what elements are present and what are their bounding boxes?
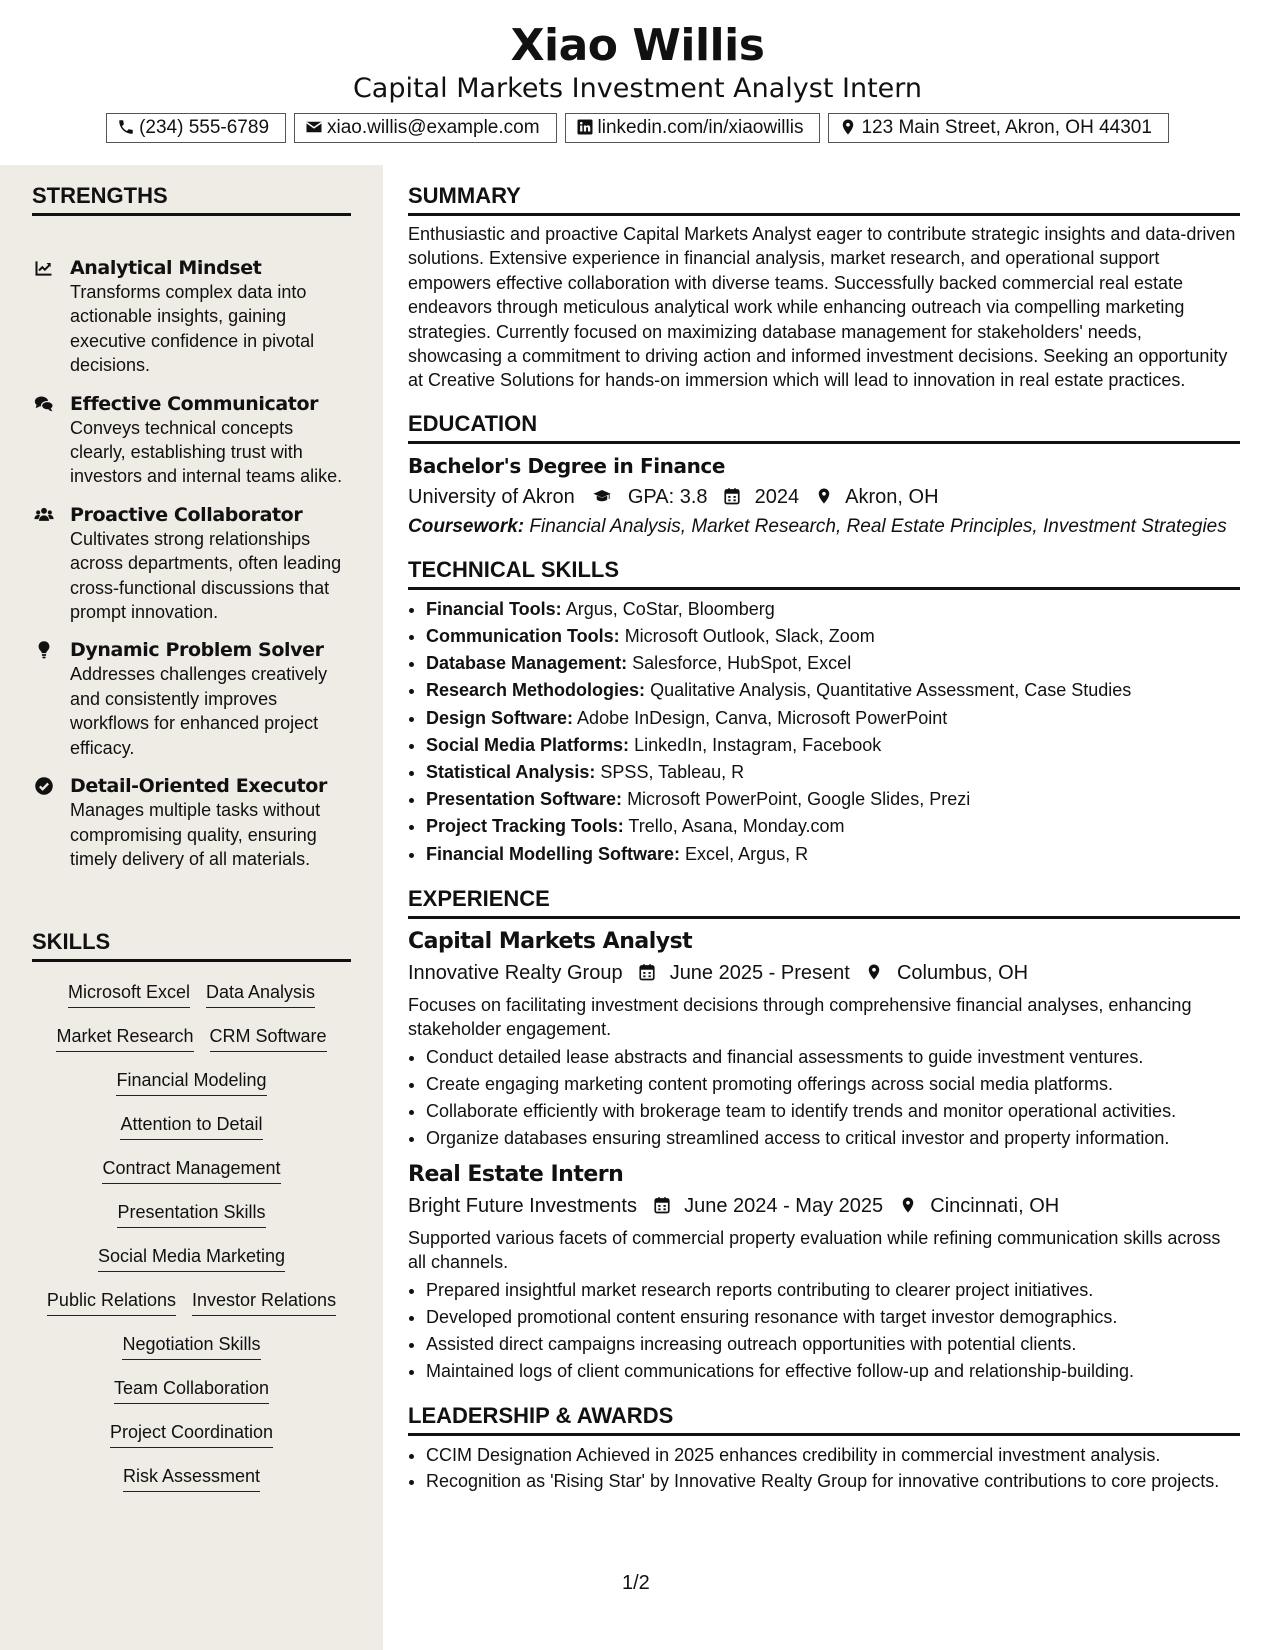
job-title: Real Estate Intern	[408, 1161, 624, 1187]
list-item: • Collaborate efficiently with brokerage team to identify trends and monitor operational activities.	[426, 1098, 1240, 1125]
strength-title: Analytical Mindset	[70, 257, 262, 279]
contact-email-text: xiao.willis@example.com	[327, 117, 540, 138]
list-item	[426, 705, 1240, 732]
envelope-icon	[305, 118, 323, 136]
users-icon	[34, 505, 54, 525]
strength-item	[32, 503, 351, 625]
contact-linkedin[interactable]	[565, 113, 821, 143]
skill-tag: Attention to Detail	[120, 1112, 262, 1140]
tech-skill-label: Financial Tools:	[426, 598, 562, 619]
tech-skill-label: Project Tracking Tools:	[426, 816, 624, 837]
contact-email[interactable]	[294, 113, 557, 143]
main-column	[408, 165, 1240, 1493]
education-heading: EDUCATION	[408, 411, 1240, 444]
calendar-icon	[638, 963, 656, 981]
linkedin-icon	[576, 118, 594, 136]
school-name: University of Akron	[408, 485, 575, 508]
candidate-name: Xiao Willis	[510, 20, 765, 71]
skill-tag: Risk Assessment	[123, 1464, 260, 1492]
leadership-list	[408, 1442, 1240, 1493]
tech-skill-label: Financial Modelling Software:	[426, 843, 681, 864]
job-location: Cincinnati, OH	[930, 1194, 1060, 1217]
skill-tag: Negotiation Skills	[122, 1332, 260, 1360]
tech-skill-value: SPSS, Tableau, R	[600, 762, 745, 783]
skill-tag: Financial Modeling	[116, 1068, 266, 1096]
company-name: Bright Future Investments	[408, 1194, 637, 1217]
school-location: Akron, OH	[845, 485, 939, 508]
skill-tag: Investor Relations	[192, 1288, 336, 1316]
strength-item	[32, 774, 351, 871]
map-marker-icon	[839, 118, 857, 136]
list-item	[426, 813, 1240, 840]
calendar-icon	[723, 487, 741, 505]
technical-skills-heading: TECHNICAL SKILLS	[408, 557, 1240, 590]
list-item	[426, 677, 1240, 704]
strength-title: Proactive Collaborator	[70, 503, 303, 526]
phone-icon	[117, 118, 135, 136]
education-meta	[408, 486, 1240, 509]
tech-skill-value: LinkedIn, Instagram, Facebook	[634, 734, 882, 755]
list-item: • Assisted direct campaigns increasing outreach opportunities with potential clients.	[426, 1331, 1240, 1358]
tech-skill-label: Statistical Analysis:	[426, 762, 596, 783]
tech-skill-label: Database Management:	[426, 653, 628, 674]
list-item	[426, 596, 1240, 623]
job-description: Focuses on facilitating investment decisions through comprehensive financial analyses, enhancing stakeholder engagement.	[408, 994, 1192, 1040]
strength-title: Effective Communicator	[70, 392, 319, 415]
strength-desc: Transforms complex data into actionable insights, gaining executive confidence in pivotal decisions.	[70, 282, 315, 376]
comments-icon	[34, 394, 54, 414]
job-meta	[408, 1195, 1240, 1218]
contact-phone-text: (234) 555-6789	[139, 117, 270, 138]
map-marker-icon	[865, 963, 883, 981]
tech-skill-value: Trello, Asana, Monday.com	[628, 816, 845, 837]
summary-text: Enthusiastic and proactive Capital Markets Analyst eager to contribute strategic insights and data-driven solutions. Extensive experience in financial analysis, market research, and operational support empowers effective collaboration with diverse teams. Successfully backed commercial real estate endeavors through meticulous analytical work while enhancing outreach via compelling marketing strategies. Currently focused on maximizing database management for stakeholders' needs, showcasing a commitment to driving action and informed investment decisions. Seeking an opportunity at Creative Solutions for hands-on immersion which will lead to innovation in real estate practices.	[408, 224, 1236, 391]
skill-tag: Contract Management	[102, 1156, 280, 1184]
list-item: • Conduct detailed lease abstracts and financial assessments to guide investment ventures.	[426, 1044, 1240, 1071]
tech-skill-value: Qualitative Analysis, Quantitative Assessment, Case Studies	[650, 680, 1132, 701]
skill-tag: Social Media Marketing	[98, 1244, 285, 1272]
job-title: Capital Markets Analyst	[408, 928, 693, 954]
tech-skill-value: Microsoft Outlook, Slack, Zoom	[624, 626, 875, 647]
job-dates: June 2025 - Present	[669, 961, 850, 984]
chart-line-icon	[34, 258, 54, 278]
list-item: • Maintained logs of client communications for effective follow-up and relationship-building.	[426, 1358, 1240, 1385]
map-marker-icon	[815, 487, 833, 505]
leadership-heading: LEADERSHIP & AWARDS	[408, 1403, 1240, 1436]
tech-skill-value: Excel, Argus, R	[685, 843, 809, 864]
job-bullets	[408, 1277, 1240, 1385]
strength-title: Dynamic Problem Solver	[70, 639, 324, 662]
calendar-icon	[653, 1196, 671, 1214]
skill-tag: CRM Software	[210, 1024, 327, 1052]
summary-heading: SUMMARY	[408, 183, 1240, 216]
skill-tag: Market Research	[56, 1024, 193, 1052]
strength-item	[32, 638, 351, 760]
gpa: GPA: 3.8	[627, 485, 708, 508]
skills-list	[24, 980, 359, 1508]
check-circle-icon	[34, 776, 54, 796]
contact-address[interactable]	[828, 113, 1168, 143]
map-marker-icon	[899, 1196, 917, 1214]
contact-address-text: 123 Main Street, Akron, OH 44301	[861, 117, 1152, 138]
strength-desc: Manages multiple tasks without compromising quality, ensuring timely delivery of all materials.	[70, 800, 321, 869]
graduation-year: 2024	[754, 485, 800, 508]
strength-item	[32, 392, 351, 489]
list-item: • Prepared insightful market research reports contributing to clearer project initiatives.	[426, 1277, 1240, 1304]
skill-tag: Project Coordination	[110, 1420, 273, 1448]
strength-desc: Conveys technical concepts clearly, establishing trust with investors and internal teams alike.	[70, 417, 343, 487]
tech-skill-value: Microsoft PowerPoint, Google Slides, Prezi	[627, 789, 971, 810]
skills-heading: SKILLS	[32, 929, 351, 962]
degree-title: Bachelor's Degree in Finance	[408, 453, 726, 478]
company-name: Innovative Realty Group	[408, 961, 623, 984]
contact-linkedin-text: linkedin.com/in/xiaowillis	[597, 117, 804, 138]
skill-tag: Data Analysis	[206, 980, 315, 1008]
list-item: • Create engaging marketing content promoting offerings across social media platforms.	[426, 1071, 1240, 1098]
skill-tag: Team Collaboration	[114, 1376, 269, 1404]
list-item: • CCIM Designation Achieved in 2025 enhances credibility in commercial investment analysis.	[426, 1442, 1240, 1469]
tech-skill-label: Social Media Platforms:	[426, 734, 630, 755]
skill-tag: Presentation Skills	[117, 1200, 265, 1228]
job-dates: June 2024 - May 2025	[684, 1194, 884, 1217]
list-item	[426, 841, 1240, 868]
coursework	[408, 515, 1240, 539]
list-item	[426, 732, 1240, 759]
tech-skill-label: Communication Tools:	[426, 626, 620, 647]
skill-tag: Public Relations	[47, 1288, 176, 1316]
skill-tag: Microsoft Excel	[68, 980, 190, 1008]
tech-skill-value: Adobe InDesign, Canva, Microsoft PowerPoint	[577, 707, 948, 728]
coursework-label: Coursework:	[408, 515, 525, 537]
experience-heading: EXPERIENCE	[408, 886, 1240, 919]
tech-skill-label: Design Software:	[426, 707, 574, 728]
job-bullets	[408, 1044, 1240, 1152]
technical-skills-list	[408, 596, 1240, 868]
job-location: Columbus, OH	[896, 961, 1029, 984]
tech-skill-label: Presentation Software:	[426, 789, 623, 810]
candidate-title: Capital Markets Investment Analyst Intern	[352, 73, 923, 104]
list-item	[426, 786, 1240, 813]
list-item: • Developed promotional content ensuring resonance with target investor demographics.	[426, 1304, 1240, 1331]
strength-title: Detail-Oriented Executor	[70, 775, 327, 798]
strength-item	[32, 256, 351, 378]
strength-desc: Cultivates strong relationships across departments, often leading cross-functional discussions that prompt innovation.	[70, 528, 342, 623]
list-item: • Recognition as 'Rising Star' by Innovative Realty Group for innovative contributions to core projects.	[426, 1469, 1240, 1493]
job-meta	[408, 962, 1240, 985]
tech-skill-label: Research Methodologies:	[426, 680, 646, 701]
list-item	[426, 623, 1240, 650]
strengths-list	[32, 256, 351, 885]
tech-skill-value: Salesforce, HubSpot, Excel	[632, 653, 852, 674]
strengths-heading: STRENGTHS	[32, 183, 351, 216]
page-number: 1/2	[622, 1572, 650, 1594]
lightbulb-icon	[34, 640, 54, 660]
tech-skill-value: Argus, CoStar, Bloomberg	[565, 598, 775, 619]
list-item	[426, 650, 1240, 677]
strength-desc: Addresses challenges creatively and consistently improves workflows for enhanced project efficacy.	[70, 664, 328, 758]
graduation-cap-icon	[590, 487, 614, 505]
resume-header	[0, 0, 1275, 165]
contact-phone[interactable]	[106, 113, 286, 143]
contact-bar	[0, 113, 1275, 143]
list-item: • Organize databases ensuring streamlined access to critical investor and property information.	[426, 1125, 1240, 1152]
job-description: Supported various facets of commercial property evaluation while refining communication skills across all channels.	[408, 1227, 1221, 1273]
coursework-list: Financial Analysis, Market Research, Real Estate Principles, Investment Strategies	[529, 515, 1227, 537]
list-item	[426, 759, 1240, 786]
